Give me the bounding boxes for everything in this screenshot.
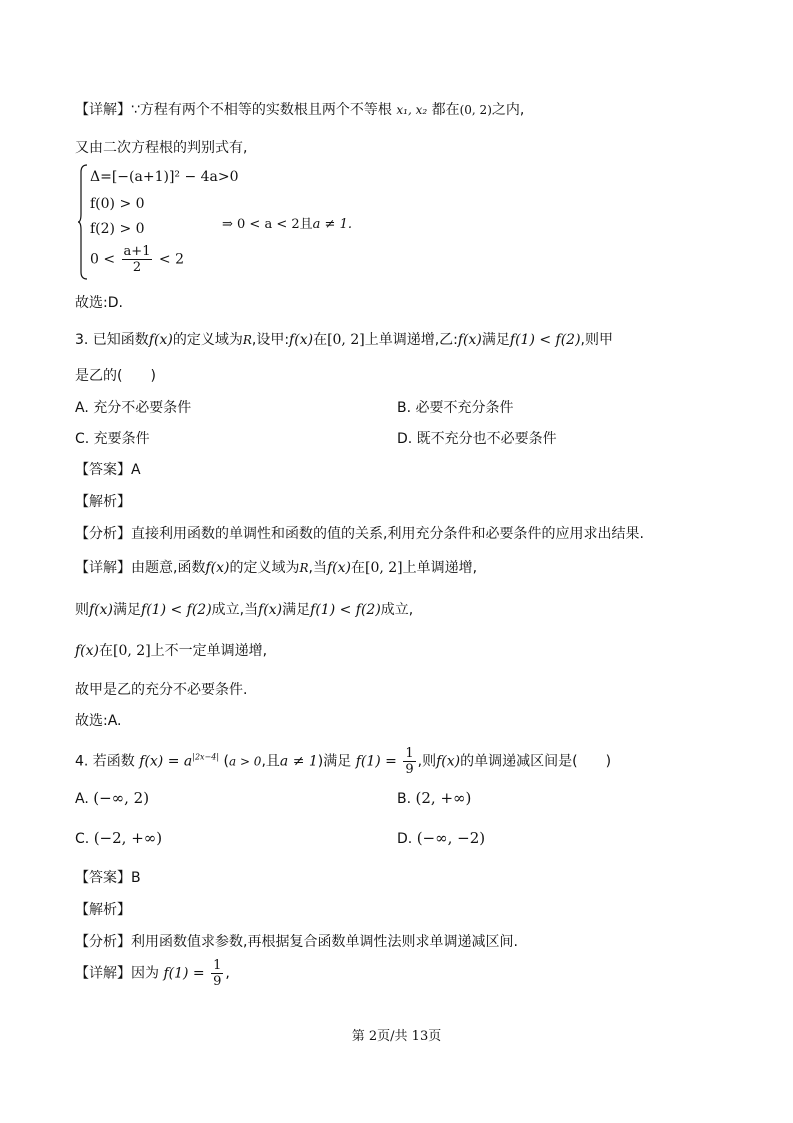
system-row-f0: f(0) > 0 (90, 196, 145, 212)
detail-line-roots: 【详解】∵方程有两个不相等的实数根且两个不等根 x₁, x₂ 都在(0, 2)之内, (75, 102, 525, 118)
q4-stem: 4. 若函数 $f(x) = a^{|2x-4|}$ (a > 0,且a ≠ 1)满足 f(1) = $\frac{1}{9}$ ,则f(x)的单调递减区间是( ) (75, 746, 612, 777)
q3-option-c: C. 充要条件 (75, 431, 150, 447)
q3-stem-cont: 是乙的( ) (75, 368, 156, 384)
q3-fenxi: 【分析】直接利用函数的单调性和函数的值的关系,利用充分条件和必要条件的应用求出结果. (75, 526, 644, 542)
q3-option-b: B. 必要不充分条件 (397, 400, 514, 416)
discriminant-intro: 又由二次方程根的判别式有, (75, 140, 248, 156)
system-row-discriminant: Δ=[−(a+1)]² − 4a>0 (90, 169, 239, 185)
q3-option-a: A. 充分不必要条件 (75, 400, 192, 416)
choose-line-d: 故选:D. (75, 295, 123, 311)
q3-answer: 【答案】A (75, 462, 141, 478)
q4-fenxi: 【分析】利用函数值求参数,再根据复合函数单调性法则求单调递减区间. (75, 934, 518, 950)
left-brace-icon (78, 164, 88, 280)
q4-option-a: A. (−∞, 2) (75, 789, 150, 807)
page-footer: 第 2页/共 13页 (351, 1029, 442, 1044)
q4-option-d: D. (−∞, −2) (397, 829, 486, 847)
q4-jiexi: 【解析】 (75, 902, 131, 918)
q4-option-b: B. (2, +∞) (397, 789, 472, 807)
q3-detail-4: 故甲是乙的充分不必要条件. (75, 682, 248, 698)
system-row-f2: f(2) > 0 (90, 221, 145, 237)
q3-stem: 3. 已知函数f(x)的定义域为R,设甲:f(x)在[0, 2]上单调递增,乙:f(x)满足f(1) < f(2),则甲 (75, 332, 613, 348)
q4-answer: 【答案】B (75, 870, 141, 886)
fraction-one-ninth-detail: $\frac{1}{9}$ (213, 958, 222, 989)
q3-jiexi: 【解析】 (75, 494, 131, 510)
q3-detail-3: f(x)在[0, 2]上不一定单调递增, (75, 643, 268, 659)
q4-detail: 【详解】因为 f(1) = $\frac{1}{9}$ , (75, 958, 230, 989)
q3-detail-2: 则f(x)满足f(1) < f(2)成立,当f(x)满足f(1) < f(2)成立, (75, 602, 414, 618)
inequality-system (78, 164, 378, 282)
q3-option-d: D. 既不充分也不必要条件 (397, 431, 557, 447)
q3-detail-1: 【详解】由题意,函数f(x)的定义域为R,当f(x)在[0, 2]上单调递增, (75, 560, 478, 576)
q3-choose: 故选:A. (75, 713, 122, 729)
system-conclusion: ⇒ 0 < a < 2且a ≠ 1. (222, 217, 352, 232)
system-row-axis: 0 < $\frac{a+1}{2}$ < 2 (90, 244, 185, 275)
q4-option-c: C. (−2, +∞) (75, 829, 163, 847)
fraction-one-ninth: $\frac{1}{9}$ (405, 746, 414, 777)
fraction: $\frac{a+1}{2}$ (123, 244, 151, 275)
